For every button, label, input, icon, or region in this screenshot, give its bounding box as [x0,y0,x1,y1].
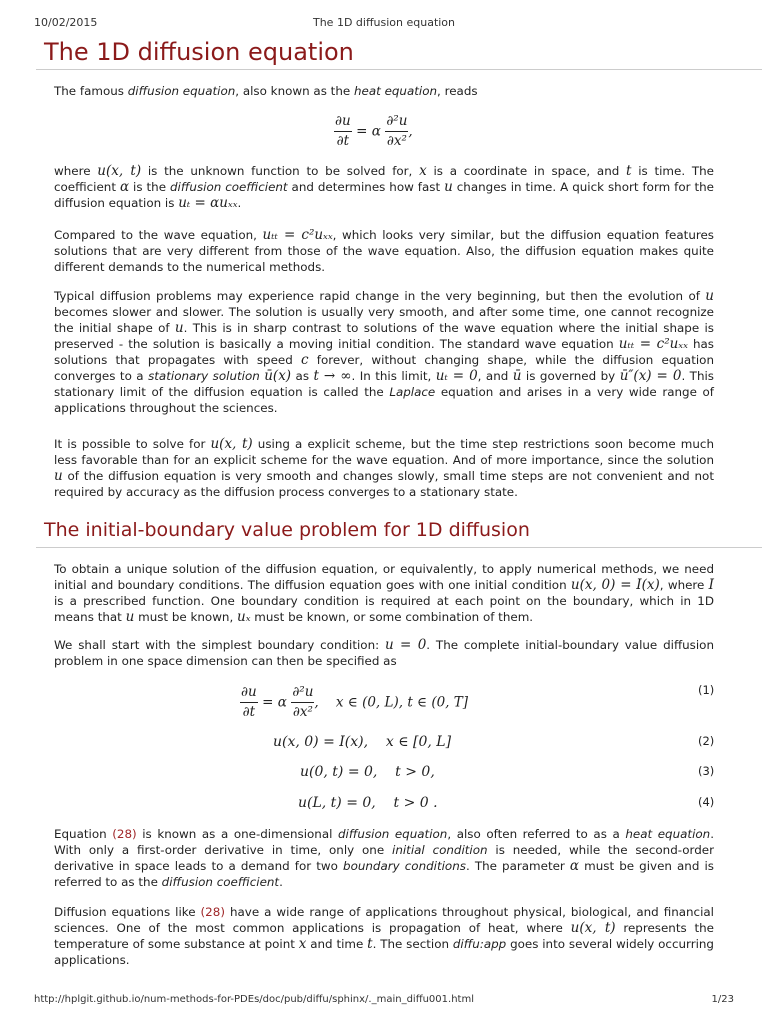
equation-label-1: (1) [698,683,715,697]
equation-ref-link[interactable]: (28) [200,905,225,919]
title-divider [36,69,762,70]
print-url: http://hplgit.github.io/num-methods-for-PDEs/doc/pub/diffu/sphinx/._main_diffu001.html [34,994,474,1005]
paragraph-initial-boundary: To obtain a unique solution of the diffusion equation, or equivalently, to apply numerical methods, we need initial and boundary conditions. The diffusion equation goes with one initial condition u(x, 0) = I(x), where I is a prescribed function. One boundary condition is required at each point on the boundary, which in 1D means that u must be known, uₓ must be known, or some combination of them. [54,562,715,625]
diffusion-equation: $\frac{\partial u}{\partial t}$ = α $\frac{\text{∂²u}}{\text{∂x²}}$ , [335,113,413,149]
system-equation-4: u(L, t) = 0, t > 0 . [298,795,438,811]
system-equation-3: u(0, t) = 0, t > 0, [300,764,435,780]
system-equation-2: u(x, 0) = I(x), x ∈ [0, L] [273,734,452,750]
system-equation-1: $\frac{\partial u}{\partial t}$ = α $\frac{\text{∂²u}}{\text{∂x²}}$ , x ∈ (0, L), t ∈ (0, T] [241,684,469,720]
paragraph-wave-comparison: Compared to the wave equation, uₜₜ = c²uₓₓ, which looks very similar, but the diffusion equation features solutions that are very different from those of the wave equation. Also, the diffusion equation makes quite different demands to the numerical methods. [54,227,714,274]
print-date: 10/02/2015 [34,16,98,29]
page-number: 1/23 [711,994,734,1005]
page-title: The 1D diffusion equation [44,38,354,66]
section-divider [36,547,762,548]
paragraph-typical-problems: Typical diffusion problems may experience rapid change in the very beginning, but then the evolution of u becomes slower and slower. The solution is usually very smooth, and after some time, one cannot recognize the initial shape of u. This is in sharp contrast to solutions of the wave equation where the initial shape is preserved - the solution is basically a moving initial condition. The standard wave equation uₜₜ = c²uₓₓ has solutions that propagates with speed c forever, without changing shape, while the diffusion equation converges to a stationary solution ū(x) as t → ∞. In this limit, uₜ = 0, and ū is governed by ū″(x) = 0. This stationary limit of the diffusion equation is called the Laplace equation and arises in a very wide range of applications throughout the sciences. [54,288,715,415]
paragraph-applications: Diffusion equations like (28) have a wide range of applications throughout physical, biological, and financial sciences. One of the most common applications is propagation of heat, where u(x, t) represents the temperature of some substance at point x and time t. The section diffu:app goes into several widely occurring applications. [54,905,714,967]
intro-paragraph: The famous diffusion equation, also known as the heat equation, reads [54,84,478,98]
paragraph-simplest-bc: We shall start with the simplest boundary condition: u = 0. The complete initial-boundary value diffusion problem in one space dimension can then be specified as [54,637,714,668]
paragraph-explicit-scheme: It is possible to solve for u(x, t) using a explicit scheme, but the time step restrictions soon become much less favorable than for an explicit scheme for the wave equation. And of more importance, since the solution u of the diffusion equation is very smooth and changes slowly, small time steps are not convenient and not required by accuracy as the diffusion process converges to a stationary state. [54,436,714,499]
print-footer [34,994,734,1008]
section-heading: The initial-boundary value problem for 1D diffusion [44,519,530,541]
equation-ref-link[interactable]: (28) [112,827,137,841]
equation-label-4: (4) [698,795,715,809]
paragraph-equation-28: Equation (28) is known as a one-dimensional diffusion equation, also often referred to as a heat equation. With only a first-order derivative in time, only one initial condition is needed, while the second-order derivative in space leads to a demand for two boundary conditions. The parameter α must be given and is referred to as the diffusion coefficient. [54,827,714,889]
print-header [34,16,734,30]
equation-label-2: (2) [698,734,715,748]
equation-label-3: (3) [698,764,715,778]
print-page-title: The 1D diffusion equation [312,16,456,29]
paragraph-where: where u(x, t) is the unknown function to be solved for, x is a coordinate in space, and t is time. The coefficient α is the diffusion coefficient and determines how fast u changes in time. A quick short form for the diffusion equation is uₜ = αuₓₓ. [54,163,714,211]
